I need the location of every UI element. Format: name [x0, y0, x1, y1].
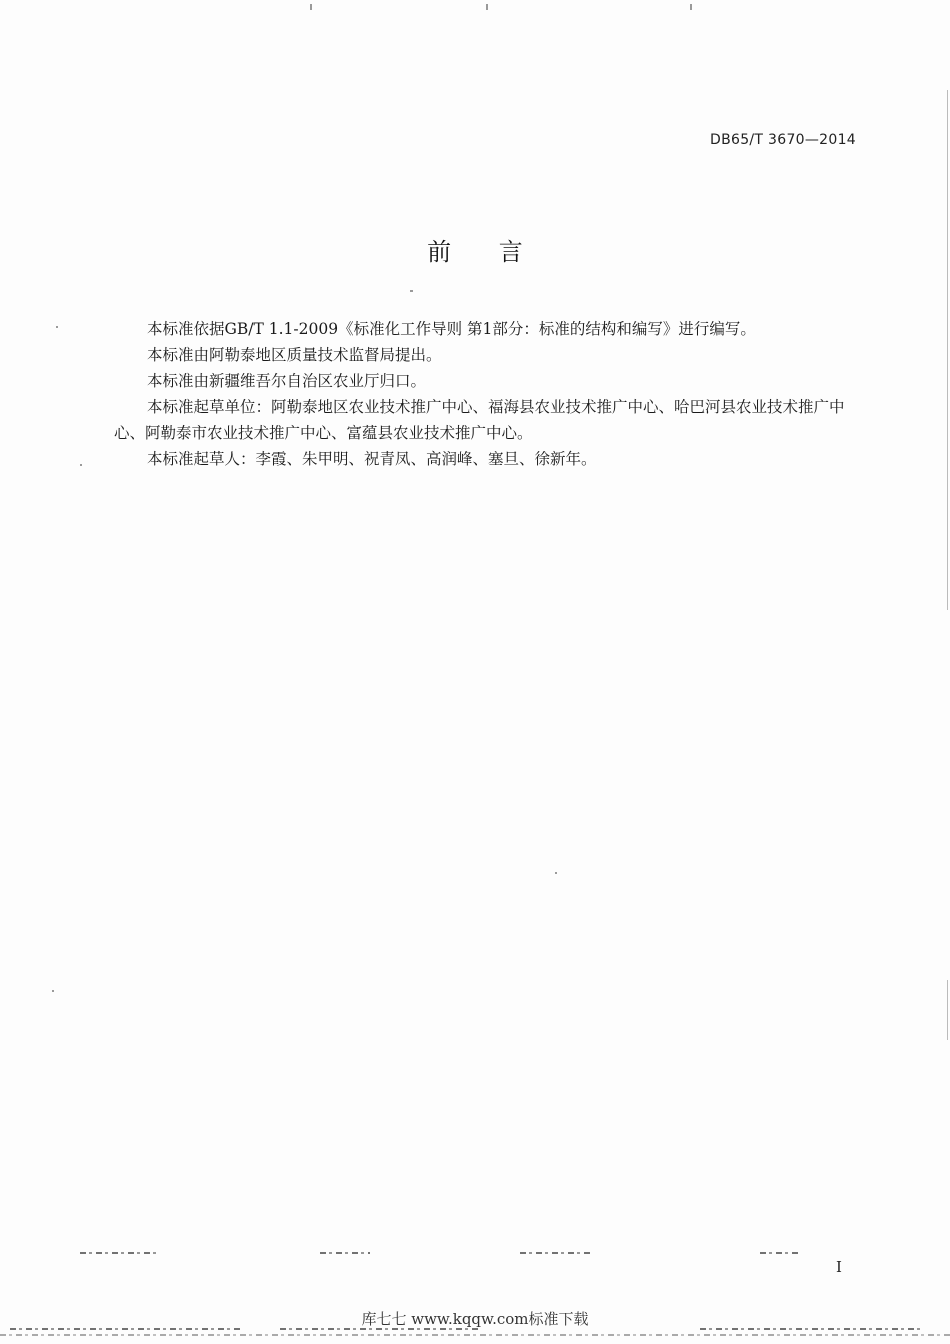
paragraph-proposer: 本标准由阿勒泰地区质量技术监督局提出。: [147, 346, 442, 364]
scan-speck: [555, 872, 557, 874]
paragraph-administrator: 本标准由新疆维吾尔自治区农业厅归口。: [147, 372, 427, 390]
scan-speck: [690, 4, 692, 10]
footer-watermark: 库七七 www.kqqw.com标准下载: [361, 1310, 589, 1328]
scan-speck: [56, 326, 58, 328]
paragraph-basis: 本标准依据GB/T 1.1-2009《标准化工作导则 第1部分：标准的结构和编写》进行编写。: [147, 320, 756, 338]
scan-artifact-line: [520, 1252, 590, 1254]
scan-speck: [310, 4, 312, 10]
scan-speck: [80, 464, 82, 466]
page-number: I: [836, 1258, 842, 1276]
scan-artifact-line: [320, 1252, 370, 1254]
scan-artifact-line: [80, 1252, 160, 1254]
scan-speck: [486, 4, 488, 10]
scan-edge: [947, 90, 948, 610]
standard-code: DB65/T 3670—2014: [710, 132, 856, 148]
paragraph-drafting-units: 本标准起草单位：阿勒泰地区农业技术推广中心、福海县农业技术推广中心、哈巴河县农业技术推广中心、阿勒泰市农业技术推广中心、富蕴县农业技术推广中心。: [114, 398, 845, 442]
foreword-body: [114, 316, 860, 472]
scan-speck: [410, 290, 413, 292]
scan-artifact-line: [700, 1328, 920, 1330]
paragraph-drafters: 本标准起草人：李霞、朱甲明、祝青凤、高润峰、塞旦、徐新年。: [147, 450, 597, 468]
scan-speck: [52, 990, 54, 992]
scan-artifact-line: [0, 1334, 950, 1336]
scan-artifact-line: [10, 1328, 240, 1330]
scan-artifact-line: [280, 1328, 480, 1330]
page-title: 前 言: [427, 238, 543, 266]
scan-edge: [947, 980, 948, 1040]
scan-artifact-line: [760, 1252, 800, 1254]
